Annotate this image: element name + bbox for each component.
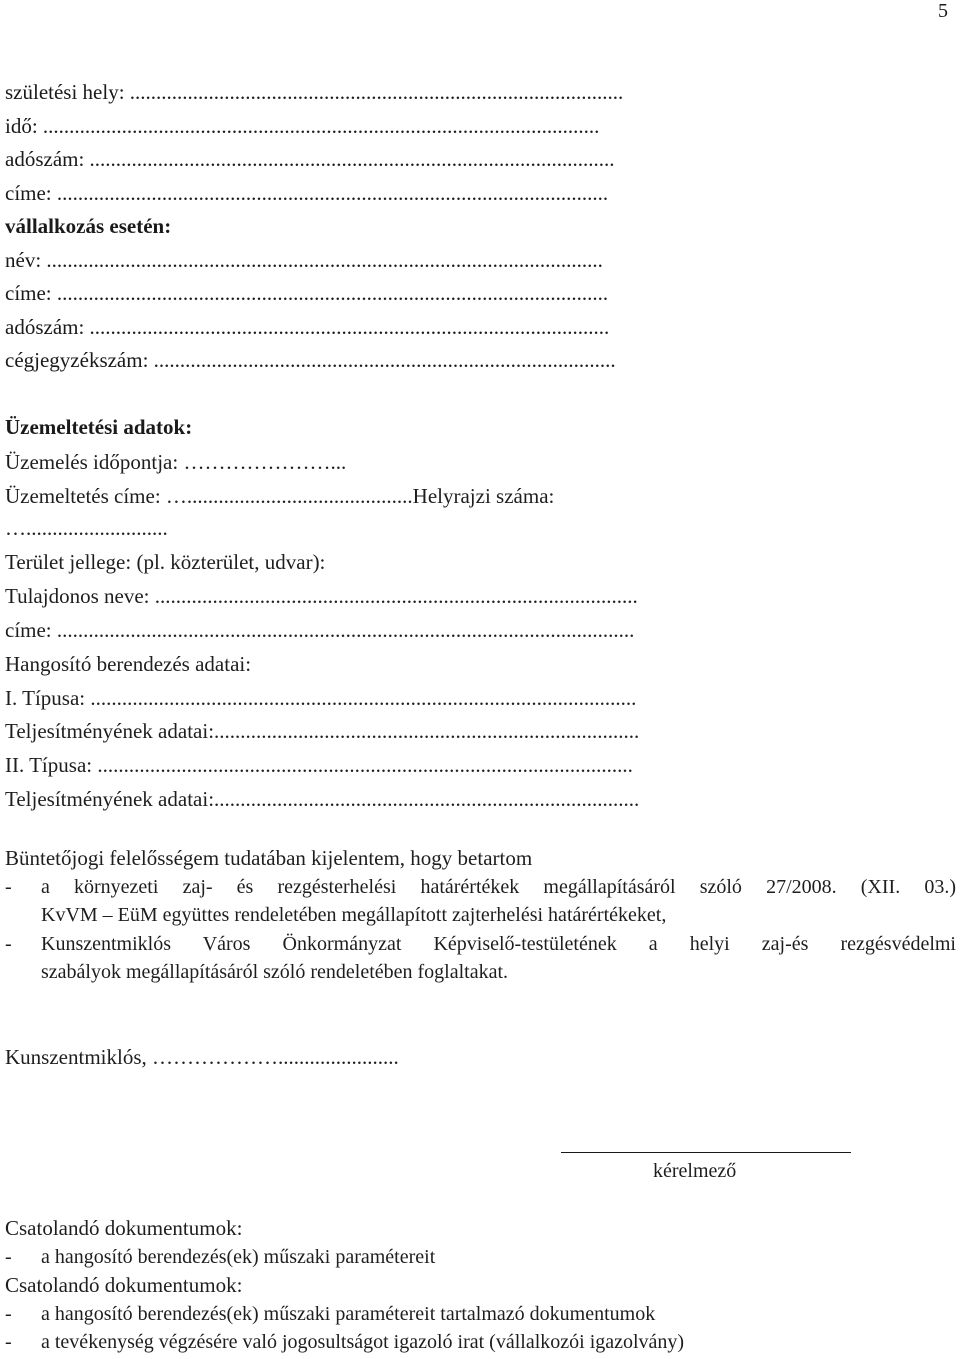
attachment-item-2-dash: - xyxy=(5,1303,12,1325)
birth-time-field: idő: .......................................................................................................... xyxy=(5,114,600,138)
device-performance-1-field: Teljesítményének adatai:................................................................................. xyxy=(5,719,640,743)
operation-address-field: Üzemeltetés címe: …...........................................Helyrajzi száma: xyxy=(5,484,555,508)
place-date-field: Kunszentmiklós, ………………....................... xyxy=(5,1045,399,1069)
area-type-field: Terület jellege: (pl. közterület, udvar): xyxy=(5,550,326,574)
device-type-1-field: I. Típusa: ........................................................................................................ xyxy=(5,686,637,710)
device-heading: Hangosító berendezés adatai: xyxy=(5,652,252,676)
declaration-bullet-1-line-1: a környezeti zaj- és rezgésterhelési határértékek megállapításáról szóló 27/2008. (XII. 03.) xyxy=(41,876,956,898)
business-tax-number-field: adószám: ................................................................................................... xyxy=(5,315,610,339)
attachment-item-1: a hangosító berendezés(ek) műszaki paramétereit xyxy=(41,1246,436,1268)
business-name-field: név: .......................................................................................................... xyxy=(5,248,603,272)
business-heading: vállalkozás esetén: xyxy=(5,214,172,238)
birth-place-field: születési hely: .............................................................................................. xyxy=(5,80,624,104)
tax-number-field: adószám: .................................................................................................... xyxy=(5,147,615,171)
declaration-bullet-1-line-2: KvVM – EüM együttes rendeletében megállapított zajterhelési határértékeket, xyxy=(41,904,667,926)
declaration-bullet-2-line-2: szabályok megállapításáról szóló rendeletében foglaltakat. xyxy=(41,961,509,983)
page-number: 5 xyxy=(938,0,948,22)
company-reg-number-field: cégjegyzékszám: ........................................................................................ xyxy=(5,348,616,372)
operation-heading: Üzemeltetési adatok: xyxy=(5,415,193,439)
business-address-field: címe: ......................................................................................................... xyxy=(5,281,609,305)
declaration-bullet-2-dash: - xyxy=(5,933,12,955)
attachments-heading-2: Csatolandó dokumentumok: xyxy=(5,1273,243,1297)
owner-name-field: Tulajdonos neve: ............................................................................................ xyxy=(5,584,638,608)
owner-address-field: címe: .............................................................................................................. xyxy=(5,618,635,642)
attachment-item-2: a hangosító berendezés(ek) műszaki paramétereit tartalmazó dokumentumok xyxy=(41,1303,656,1325)
signature-line xyxy=(561,1152,851,1153)
device-type-2-field: II. Típusa: ...................................................................................................... xyxy=(5,753,633,777)
address-field: címe: ......................................................................................................... xyxy=(5,181,609,205)
attachment-item-3: a tevékenység végzésére való jogosultságot igazoló irat (vállalkozói igazolvány) xyxy=(41,1331,685,1353)
attachments-heading-1: Csatolandó dokumentumok: xyxy=(5,1216,243,1240)
declaration-bullet-1-dash: - xyxy=(5,876,12,898)
attachment-item-1-dash: - xyxy=(5,1246,12,1268)
declaration-bullet-2-line-1: Kunszentmiklós Város Önkormányzat Képviselő-testületének a helyi zaj-és rezgésvédelmi xyxy=(41,933,956,955)
signature-label: kérelmező xyxy=(653,1160,737,1182)
attachment-item-3-dash: - xyxy=(5,1331,12,1353)
declaration-intro: Büntetőjogi felelősségem tudatában kijelentem, hogy betartom xyxy=(5,846,533,870)
operation-address-cont: …........................... xyxy=(5,516,168,540)
device-performance-2-field: Teljesítményének adatai:................................................................................. xyxy=(5,787,640,811)
operation-time-field: Üzemelés időpontja: …………………... xyxy=(5,450,347,474)
